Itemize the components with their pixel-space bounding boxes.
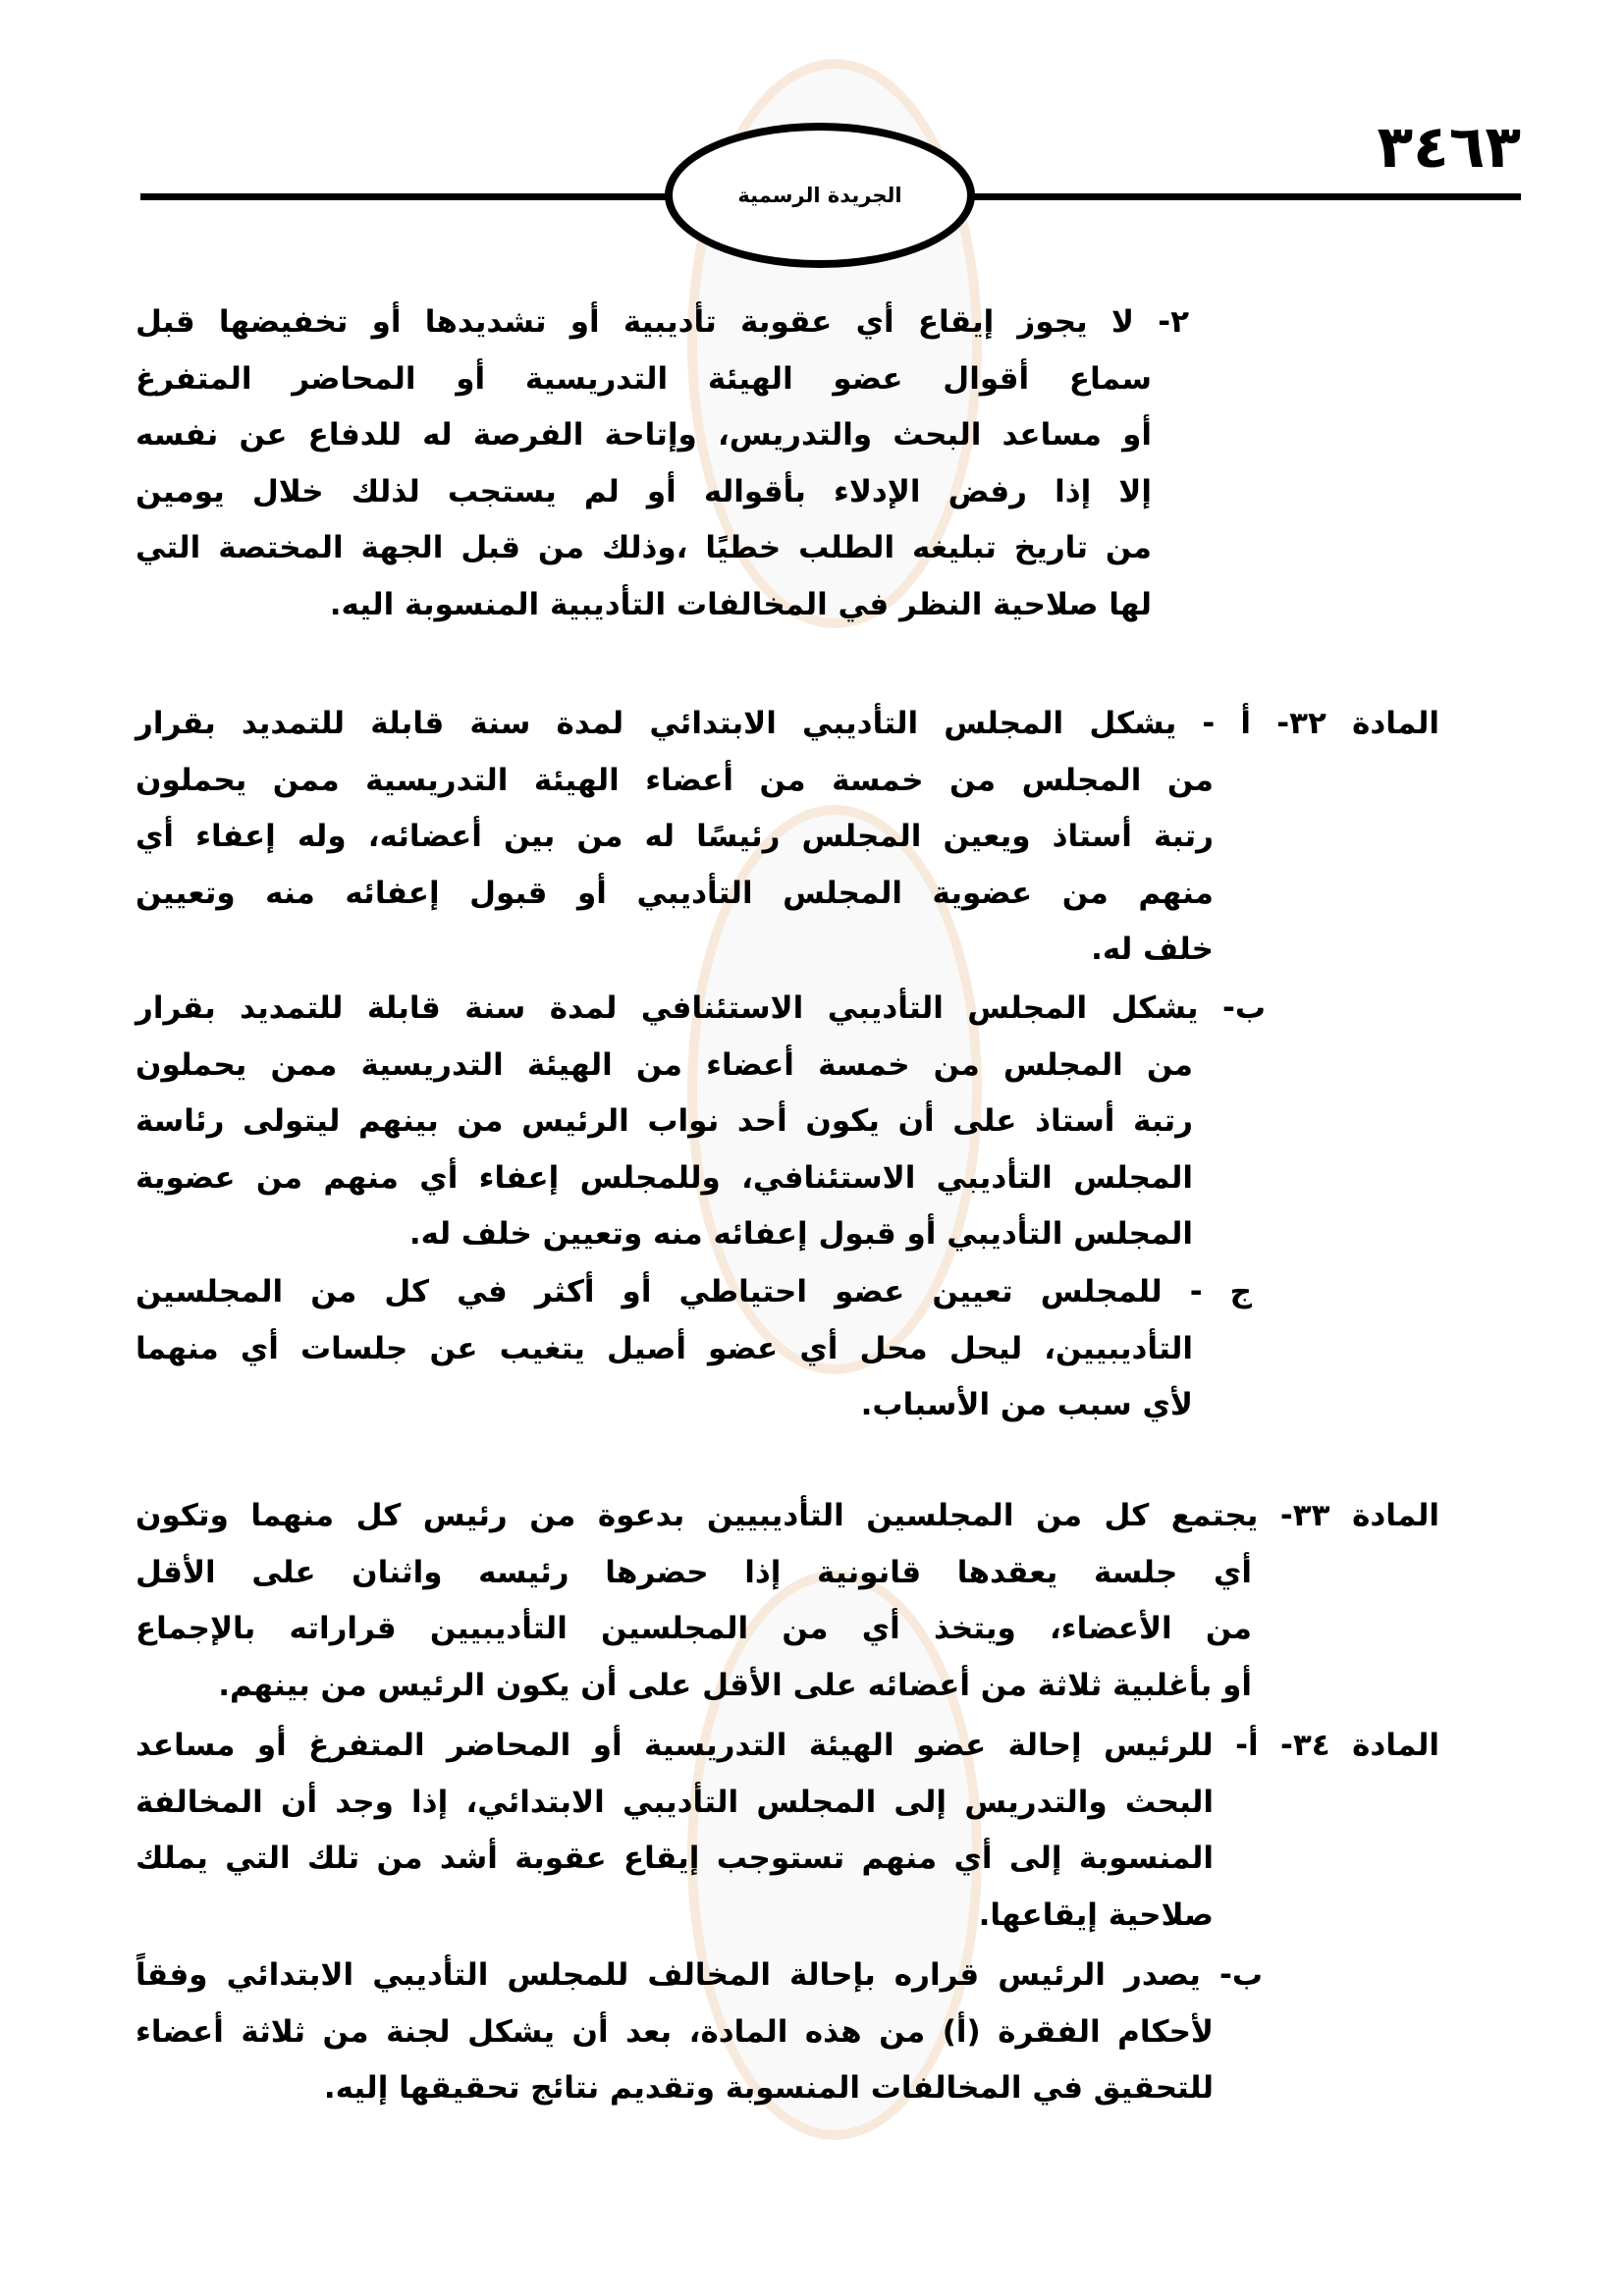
text-line: المادة ٣٣- يجتمع كل من المجلسين التأديبيين بدعوة من رئيس كل منهما وتكون	[135, 1498, 1439, 1533]
text-line: أي جلسة يعقدها قانونية إذا حضرها رئيسه واثنان على الأقل	[135, 1554, 1252, 1590]
text-line: المجلس التأديبي أو قبول إعفائه منه وتعيين خلف له.	[408, 1216, 1193, 1252]
text-line: ب- يشكل المجلس التأديبي الاستئنافي لمدة سنة قابلة للتمديد بقرار	[135, 990, 1266, 1026]
text-line: من تاريخ تبليغه الطلب خطيًا ،وذلك من قبل الجهة المختصة التي	[135, 530, 1152, 565]
text-line: المادة ٣٢- أ - يشكل المجلس التأديبي الابتدائي لمدة سنة قابلة للتمديد بقرار	[135, 706, 1439, 741]
text-line: منهم من عضوية المجلس التأديبي أو قبول إعفائه منه وتعيين	[135, 875, 1214, 911]
page-number: ٣٤٦٣	[1377, 113, 1521, 182]
text-line: رتبة أستاذ على أن يكون أحد نواب الرئيس من بينهم ليتولى رئاسة	[135, 1103, 1193, 1139]
publication-name: الجريدة الرسمية	[737, 184, 902, 207]
text-line: إلا إذا رفض الإدلاء بأقواله أو لم يستجب لذلك خلال يومين	[135, 473, 1152, 509]
text-line: صلاحية إيقاعها.	[978, 1896, 1214, 1933]
text-line: من المجلس من خمسة من أعضاء الهيئة التدريسية ممن يحملون	[135, 762, 1214, 798]
text-line: ٢- لا يجوز إيقاع أي عقوبة تأديبية أو تشديدها أو تخفيضها قبل	[135, 304, 1189, 340]
text-line: التأديبيين، ليحل محل أي عضو أصيل يتغيب عن جلسات أي منهما	[135, 1330, 1193, 1366]
publication-seal	[665, 123, 975, 268]
text-line: ب- يصدر الرئيس قراره بإحالة المخالف للمجلس التأديبي الابتدائي وفقاً	[135, 1957, 1263, 1993]
text-line: أو بأغلبية ثلاثة من أعضائه على الأقل على أن يكون الرئيس من بينهم.	[218, 1667, 1252, 1703]
text-line: لأي سبب من الأسباب.	[860, 1387, 1193, 1422]
text-line: أو مساعد البحث والتدريس، وإتاحة الفرصة له للدفاع عن نفسه	[135, 417, 1152, 453]
text-line: رتبة أستاذ ويعين المجلس رئيسًا له من بين أعضائه، وله إعفاء أي	[135, 819, 1214, 854]
text-line: لها صلاحية النظر في المخالفات التأديبية المنسوبة اليه.	[329, 586, 1152, 622]
text-line: سماع أقوال عضو الهيئة التدريسية أو المحاضر المتفرغ	[135, 360, 1152, 397]
text-line: من الأعضاء، ويتخذ أي من المجلسين التأديبيين قراراته بالإجماع	[135, 1611, 1252, 1646]
text-line: المنسوبة إلى أي منهم تستوجب إيقاع عقوبة أشد من تلك التي يملك	[135, 1841, 1214, 1876]
text-line: المجلس التأديبي الاستئنافي، وللمجلس إعفاء أي منهم من عضوية	[135, 1159, 1193, 1196]
text-line: المادة ٣٤- أ- للرئيس إحالة عضو الهيئة التدريسية أو المحاضر المتفرغ أو مساعد	[135, 1728, 1439, 1763]
text-line: البحث والتدريس إلى المجلس التأديبي الابتدائي، إذا وجد أن المخالفة	[135, 1784, 1214, 1820]
text-line: للتحقيق في المخالفات المنسوبة وتقديم نتائج تحقيقها إليه.	[323, 2070, 1214, 2106]
text-line: ج - للمجلس تعيين عضو احتياطي أو أكثر في كل من المجلسين	[135, 1274, 1252, 1309]
text-line: لأحكام الفقرة (أ) من هذه المادة، بعد أن يشكل لجنة من ثلاثة أعضاء	[135, 2013, 1214, 2050]
text-line: من المجلس من خمسة أعضاء من الهيئة التدريسية ممن يحملون	[135, 1046, 1193, 1083]
text-line: خلف له.	[1091, 932, 1214, 967]
